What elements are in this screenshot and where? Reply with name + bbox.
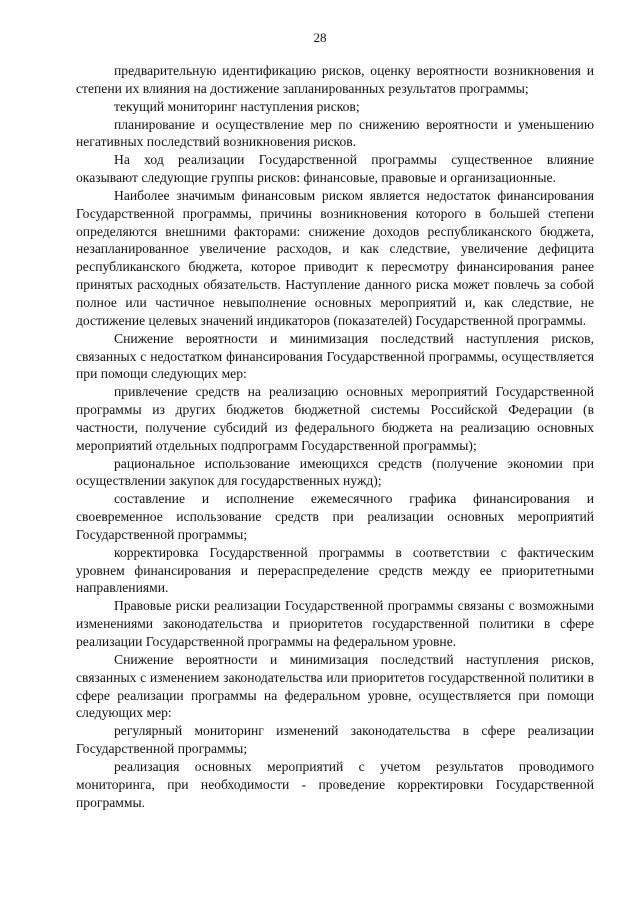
paragraph: планирование и осуществление мер по снижению вероятности и уменьшению негативных последствий возникновения рисков.	[76, 116, 594, 150]
paragraph: Правовые риски реализации Государственной программы связаны с возможными изменениями законодательства и приоритетов государственной политики в сфере реализации Государственной программы на федеральном уровне.	[76, 598, 594, 649]
paragraph: текущий мониторинг наступления рисков;	[114, 98, 360, 114]
page-number: 28	[313, 30, 327, 45]
paragraph: Снижение вероятности и минимизация последствий наступления рисков, связанных с изменением законодательства или приоритетов государственной политики в сфере реализации программы на федеральном уровне, осуществляется при помощи следующих мер:	[76, 651, 594, 721]
document-body	[76, 62, 594, 811]
paragraph: рациональное использование имеющихся средств (получение экономии при осуществлении закупок для государственных нужд);	[76, 455, 594, 489]
paragraph: реализация основных мероприятий с учетом результатов проводимого мониторинга, при необходимости - проведение корректировки Государственной программы.	[76, 758, 594, 810]
paragraph: На ход реализации Государственной программы существенное влияние оказывают следующие группы рисков: финансовые, правовые и организационные.	[76, 152, 594, 186]
paragraph: регулярный мониторинг изменений законодательства в сфере реализации Государственной программы;	[76, 723, 594, 757]
paragraph: Наиболее значимым финансовым риском является недостаток финансирования Государственной программы, причины возникновения которого в большей степени определяются внешними факторами: снижение доходов республиканского бюджета, незапланированное увеличение расходов, и как следствие, увеличение дефицита республиканского бюджета, которое приводит к пересмотру финансирования ранее принятых расходных обязательств. Наступление данного риска может повлечь за собой полное или частичное невыполнение основных мероприятий и, как следствие, не достижение целевых значений индикаторов (показателей) Государственной программы.	[76, 187, 594, 328]
paragraph: составление и исполнение ежемесячного графика финансирования и своевременное использование средств при реализации основных мероприятий Государственной программы;	[76, 491, 594, 542]
paragraph: предварительную идентификацию рисков, оценку вероятности возникновения и степени их влияния на достижение запланированных результатов программы;	[76, 63, 594, 96]
paragraph: корректировка Государственной программы в соответствии с фактическим уровнем финансирования и перераспределение средств между ее приоритетными направлениями.	[76, 544, 594, 596]
paragraph: привлечение средств на реализацию основных мероприятий Государственной программы из других бюджетов бюджетной системы Российской Федерации (в частности, получение субсидий из федерального бюджета на реализацию основных мероприятий отдельных подпрограмм Государственной программы);	[76, 384, 594, 453]
paragraph: Снижение вероятности и минимизация последствий наступления рисков, связанных с недостатком финансирования Государственной программы, осуществляется при помощи следующих мер:	[76, 330, 594, 382]
